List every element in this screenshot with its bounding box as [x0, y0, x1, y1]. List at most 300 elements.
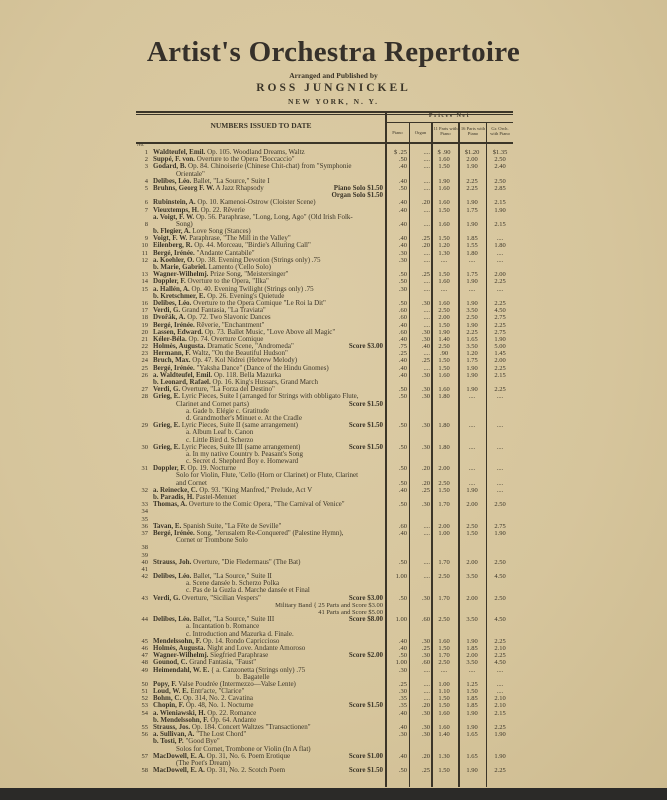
- composer-name: Chopin, F.: [153, 701, 185, 710]
- price-grand-orchestra: 1.80: [494, 242, 506, 250]
- work-title: Op. 74. Overture Comique: [188, 334, 264, 343]
- price-piano: .50: [398, 767, 407, 775]
- price-16-parts: 1.90: [466, 278, 478, 286]
- composer-name: MacDowell, E. A.: [153, 751, 205, 760]
- price-16-parts: 2.25: [466, 184, 478, 192]
- work-title: { a. Canzonetta (Strings only) .75: [210, 665, 306, 674]
- price-grand-orchestra: 2.40: [494, 163, 506, 171]
- composer-name: Verdi, G.: [153, 385, 181, 394]
- column-header-11-parts: 11 Parts with Piano: [433, 126, 458, 136]
- work-title: "Yaksha Dance" (Dance of the Hindu Gnomes): [196, 363, 329, 372]
- row-text: [153, 185, 264, 192]
- table-row: [136, 508, 513, 515]
- composer-name: Grieg, E.: [153, 442, 181, 451]
- row-number: 41: [141, 565, 148, 573]
- price-11-parts: 1.50: [438, 271, 450, 279]
- publisher-name: ROSS JUNGNICKEL: [256, 82, 411, 94]
- page-title: Artist's Orchestra Repertoire: [146, 36, 521, 68]
- work-title: Op. 10. Kamenoi-Ostrow (Cloister Scene): [197, 198, 316, 207]
- price-16-parts: 3.50: [466, 307, 478, 315]
- price-grand-orchestra: 1.45: [494, 350, 506, 358]
- composer-name: Grieg, E.: [153, 392, 181, 401]
- work-title: Overture, "La Forza del Destino": [181, 385, 275, 394]
- price-organ: ....: [423, 350, 430, 358]
- composer-name: a. Koehler, O.: [153, 255, 195, 264]
- work-title: Op. 22. Romance: [207, 708, 257, 717]
- price-piano: .50: [398, 501, 407, 509]
- price-organ: .30: [421, 386, 430, 394]
- composer-name: Waldteufel, Emil.: [153, 148, 206, 156]
- price-16-parts: 1.90: [466, 321, 478, 329]
- work-title: Ballet, "La Source," Suite I: [193, 176, 270, 185]
- military-band-price: 41 Parts and Score $5.00: [318, 609, 383, 616]
- price-grand-orchestra: 2.25: [494, 321, 506, 329]
- work-title: Op. 105. Woodland Dreams, Waltz: [207, 148, 305, 156]
- composer-name: MacDowell, E. A.: [153, 766, 205, 775]
- price-16-parts: 1.50: [466, 529, 478, 537]
- work-title: Siegfried Paraphrase: [210, 651, 269, 660]
- composer-name: b. Marie, Gabriel.: [153, 263, 207, 271]
- price-grand-orchestra: 2.25: [494, 364, 506, 372]
- row-number: 40: [141, 558, 148, 566]
- price-organ: ....: [423, 177, 430, 185]
- price-piano: .40: [398, 242, 407, 250]
- price-grand-orchestra: ....: [496, 393, 504, 401]
- price-piano: .60: [398, 314, 407, 322]
- table-row-continuation: [136, 537, 513, 544]
- price-11-parts: 2.00: [438, 314, 450, 322]
- price-11-parts: 2.50: [438, 479, 450, 487]
- price-16-parts: ....: [468, 256, 476, 264]
- row-number: 35: [141, 515, 148, 523]
- price-piano: .60: [398, 522, 407, 530]
- price-grand-orchestra: 4.50: [494, 307, 506, 315]
- score-price: Score $1.50: [348, 399, 383, 408]
- price-grand-orchestra: ....: [496, 680, 504, 688]
- work-title: Paraphrase, "The Mill in the Valley": [189, 234, 291, 243]
- price-organ: ....: [423, 666, 430, 674]
- price-16-parts: 3.50: [466, 616, 478, 624]
- row-number: 34: [141, 508, 148, 516]
- composer-name: Kéler-Béla.: [153, 334, 187, 343]
- price-16-parts: 2.00: [466, 501, 478, 509]
- price-16-parts: 1.90: [466, 299, 478, 307]
- price-grand-orchestra: ....: [496, 235, 504, 243]
- price-grand-orchestra: 2.25: [494, 386, 506, 394]
- table-row: [136, 559, 513, 566]
- price-11-parts: 2.50: [438, 659, 450, 667]
- price-16-parts: ....: [468, 393, 476, 401]
- number-column-label: No.: [137, 143, 145, 148]
- price-grand-orchestra: 2.85: [494, 184, 506, 192]
- row-number: 26: [141, 371, 148, 379]
- row-number: 33: [141, 501, 148, 509]
- row-number: 46: [141, 644, 148, 652]
- composer-name: Eilenberg, R.: [153, 241, 193, 250]
- price-grand-orchestra: 2.00: [494, 357, 506, 365]
- composer-name: b. Tosti, P.: [153, 737, 184, 746]
- column-header-grand-orchestra: Gr. Orch. with Piano: [490, 126, 510, 136]
- price-16-parts: 1.65: [466, 752, 478, 760]
- price-piano: .40: [398, 163, 407, 171]
- composer-name: Tavan, E.: [153, 521, 182, 530]
- row-text: [176, 537, 248, 544]
- price-grand-orchestra: ....: [496, 256, 504, 264]
- price-piano: .50: [398, 278, 407, 286]
- price-organ: ....: [423, 307, 430, 315]
- work-title: Ballet, "La Source," Suite II: [193, 572, 272, 581]
- work-title: Op. 44. Morceau, "Birdie's Alluring Call": [194, 241, 311, 250]
- work-title: Op. 47. Kol Nidrei (Hebrew Melody): [192, 356, 298, 365]
- price-piano: .40: [398, 486, 407, 494]
- composer-name: Verdi, G.: [153, 306, 181, 315]
- price-grand-orchestra: $1.35: [492, 149, 508, 156]
- table-row: [136, 501, 513, 508]
- price-piano: .30: [398, 285, 407, 293]
- price-11-parts: 1.50: [438, 644, 450, 652]
- price-16-parts: ....: [468, 479, 476, 487]
- price-11-parts: 2.50: [438, 307, 450, 315]
- row-number: 30: [141, 443, 148, 451]
- price-16-parts: 1.85: [466, 695, 478, 703]
- row-number: 43: [141, 594, 148, 602]
- row-number: 10: [141, 242, 148, 250]
- price-grand-orchestra: 1.90: [494, 206, 506, 214]
- price-16-parts: 1.90: [466, 486, 478, 494]
- price-organ: .60: [421, 659, 430, 667]
- price-11-parts: 1.80: [438, 422, 450, 430]
- price-11-parts: 2.50: [438, 573, 450, 581]
- price-11-parts: 1.60: [438, 156, 450, 164]
- price-grand-orchestra: 2.25: [494, 724, 506, 731]
- composer-name: Lassen, Edward.: [153, 327, 203, 336]
- price-piano: .40: [398, 752, 407, 760]
- price-16-parts: 1.85: [466, 644, 478, 652]
- price-16-parts: 2.00: [466, 156, 478, 164]
- price-organ: .25: [421, 644, 430, 652]
- table-row-continuation: [136, 602, 513, 609]
- price-grand-orchestra: 2.15: [494, 220, 506, 228]
- row-number: 3: [144, 163, 148, 171]
- score-price: Score $1.50: [348, 701, 383, 710]
- price-organ: .60: [421, 616, 430, 624]
- composer-name: Gounod, C.: [153, 658, 188, 667]
- price-piano: .30: [398, 256, 407, 264]
- price-11-parts: ....: [440, 666, 448, 674]
- row-number: 31: [141, 465, 148, 473]
- price-organ: .30: [421, 724, 430, 731]
- price-11-parts: 2.50: [438, 343, 450, 351]
- price-organ: .30: [421, 652, 430, 660]
- composer-name: Bergé, Irénée.: [153, 248, 195, 257]
- composer-name: a. Waldteufel, Emil.: [153, 370, 213, 379]
- row-number: 5: [144, 184, 148, 192]
- price-16-parts: 1.80: [466, 249, 478, 257]
- score-price: Piano Solo $1.50: [333, 183, 383, 192]
- composer-name: Doppler, F.: [153, 464, 186, 473]
- composer-name: Bergé, Irénée.: [153, 320, 195, 329]
- composer-name: b. Mendelssohn, F.: [153, 715, 209, 724]
- work-title: a. Scene dansée b. Scherzo Polka: [186, 579, 280, 588]
- price-11-parts: 1.60: [438, 220, 450, 228]
- price-grand-orchestra: ....: [496, 249, 504, 257]
- work-title: Orientale": [176, 169, 205, 178]
- price-piano: .50: [398, 652, 407, 660]
- composer-name: b. Leonard, Rafael.: [153, 378, 211, 386]
- row-text: [153, 667, 305, 674]
- price-16-parts: ....: [468, 465, 476, 473]
- price-piano: .30: [398, 731, 407, 739]
- price-grand-orchestra: 2.75: [494, 314, 506, 322]
- publisher-city: NEW YORK, N. Y.: [287, 97, 380, 106]
- score-price: Score $1.50: [348, 766, 383, 775]
- price-11-parts: 1.50: [438, 767, 450, 775]
- composer-name: Godard, B.: [153, 162, 187, 171]
- work-title: b. Bagatelle: [236, 672, 270, 681]
- row-number: 1: [144, 149, 148, 156]
- row-number: 21: [141, 335, 148, 343]
- price-16-parts: 1.90: [466, 371, 478, 379]
- work-title: Waltz, "On the Beautiful Hudson": [192, 349, 288, 358]
- work-title: Night and Love. Andante Amoroso: [207, 643, 306, 652]
- price-organ: ....: [423, 695, 430, 703]
- row-number: 6: [144, 199, 148, 207]
- work-title: Grand Fantasia, "La Traviata": [181, 306, 266, 315]
- price-grand-orchestra: 1.90: [494, 335, 506, 343]
- price-11-parts: 1.30: [438, 249, 450, 257]
- price-16-parts: 1.65: [466, 335, 478, 343]
- price-organ: ....: [423, 529, 430, 537]
- composer-name: Mendelssohn, F.: [153, 636, 202, 645]
- composer-name: Strauss, Jos.: [153, 723, 191, 731]
- row-number: 28: [141, 393, 148, 401]
- price-organ: ....: [423, 163, 430, 171]
- score-price: Organ Solo $1.50: [331, 191, 383, 200]
- composer-name: Dvořák, A.: [153, 313, 186, 322]
- price-11-parts: 1.70: [438, 594, 450, 602]
- price-organ: .30: [421, 422, 430, 430]
- price-16-parts: 1.90: [466, 709, 478, 717]
- price-11-parts: 1.50: [438, 206, 450, 214]
- price-16-parts: 1.85: [466, 235, 478, 243]
- row-number: 38: [141, 544, 148, 552]
- price-piano: .60: [398, 307, 407, 315]
- price-16-parts: 2.00: [466, 558, 478, 566]
- row-number: 58: [141, 767, 148, 775]
- work-title: Entr'acte, "Clarice": [190, 687, 245, 696]
- price-organ: .20: [421, 702, 430, 710]
- work-title: Overture, "Sicilian Vespers": [181, 593, 261, 602]
- composer-name: Thomas, A.: [153, 500, 188, 509]
- price-16-parts: 1.75: [466, 206, 478, 214]
- price-11-parts: 1.60: [438, 386, 450, 394]
- price-piano: .40: [398, 199, 407, 207]
- price-11-parts: 1.80: [438, 443, 450, 451]
- price-16-parts: 1.90: [466, 199, 478, 207]
- price-organ: ....: [423, 156, 430, 164]
- row-number: 2: [144, 156, 148, 164]
- composer-name: Bohm, C.: [153, 694, 182, 703]
- price-16-parts: 1.50: [466, 688, 478, 696]
- price-11-parts: 2.00: [438, 465, 450, 473]
- work-title: Valse Poudrée (Intermezzo—Valse Lente): [178, 679, 296, 688]
- price-11-parts: 1.60: [438, 299, 450, 307]
- price-11-parts: 1.60: [438, 709, 450, 717]
- work-title: Op. 84. Chinoiserie (Chinese Chit-chat) from "Symphonie: [188, 162, 352, 171]
- row-number: 19: [141, 321, 148, 329]
- price-piano: .40: [398, 637, 407, 645]
- price-organ: .40: [421, 343, 430, 351]
- price-piano: .50: [398, 594, 407, 602]
- work-title: Lyric Pieces, Suite III (same arrangement): [181, 442, 301, 451]
- price-11-parts: 1.40: [438, 335, 450, 343]
- price-11-parts: 1.50: [438, 486, 450, 494]
- row-number: 15: [141, 285, 148, 293]
- price-11-parts: 1.60: [438, 371, 450, 379]
- work-title: Love Song (Stances): [192, 227, 251, 236]
- price-grand-orchestra: 2.25: [494, 767, 506, 775]
- price-organ: ....: [423, 206, 430, 214]
- row-number: 16: [141, 299, 148, 307]
- work-title: Rêverie, "Enchantment": [196, 320, 265, 329]
- work-title: c. Introduction and Mazurka d. Finale.: [186, 629, 294, 638]
- price-organ: .20: [421, 465, 430, 473]
- price-11-parts: $ .90: [437, 149, 451, 156]
- price-piano: .30: [398, 666, 407, 674]
- price-grand-orchestra: 2.75: [494, 522, 506, 530]
- price-grand-orchestra: 2.75: [494, 328, 506, 336]
- price-16-parts: 1.90: [466, 163, 478, 171]
- price-piano: .50: [398, 558, 407, 566]
- work-title: Op. 38. Evening Devotion (Strings only) .75: [195, 255, 321, 264]
- work-title: Overture to the Comic Opera, "The Carnival of Venice": [188, 500, 345, 509]
- price-grand-orchestra: ....: [496, 285, 504, 293]
- price-grand-orchestra: 2.00: [494, 271, 506, 279]
- price-organ: .20: [421, 199, 430, 207]
- price-11-parts: 1.50: [438, 357, 450, 365]
- price-grand-orchestra: 2.15: [494, 199, 506, 207]
- work-title: A Jazz Rhapsody: [215, 183, 264, 192]
- work-title: Op. 31, No. 6. Poem Erotique: [206, 751, 291, 760]
- composer-name: Bruhns, Georg F. W.: [153, 183, 215, 192]
- price-piano: .40: [398, 709, 407, 717]
- price-grand-orchestra: 2.10: [494, 695, 506, 703]
- row-number: 13: [141, 271, 148, 279]
- row-text: [153, 501, 345, 508]
- work-title: Op. 16. King's Hussars, Grand March: [212, 378, 318, 386]
- composer-name: Doppler, F.: [153, 277, 186, 286]
- work-title: Op. 56. Paraphrase, "Long, Long, Ago" (Old Irish Folk-: [195, 212, 353, 221]
- price-grand-orchestra: ....: [496, 479, 504, 487]
- price-11-parts: ....: [440, 256, 448, 264]
- composer-name: Bruch, Max.: [153, 356, 191, 365]
- composer-name: a. Wieniawski, H.: [153, 708, 206, 717]
- price-16-parts: 1.75: [466, 271, 478, 279]
- row-text: [153, 595, 261, 602]
- price-piano: .50: [398, 479, 407, 487]
- row-number: 50: [141, 680, 148, 688]
- row-number: 4: [144, 177, 148, 185]
- price-piano: .40: [398, 364, 407, 372]
- price-organ: ....: [423, 149, 430, 156]
- row-number: 17: [141, 307, 148, 315]
- price-organ: .30: [421, 731, 430, 739]
- price-grand-orchestra: ....: [496, 443, 504, 451]
- work-title: d. Grandmother's Minuet e. At the Cradle: [186, 413, 302, 422]
- price-piano: .50: [398, 271, 407, 279]
- composer-name: Rubinstein, A.: [153, 198, 196, 207]
- price-16-parts: ....: [468, 285, 476, 293]
- row-number: 11: [141, 249, 148, 257]
- row-number: 57: [141, 752, 148, 760]
- price-grand-orchestra: 4.50: [494, 659, 506, 667]
- price-grand-orchestra: 2.25: [494, 637, 506, 645]
- price-grand-orchestra: ....: [496, 465, 504, 473]
- header-rule: [136, 142, 513, 144]
- row-number: 56: [141, 731, 148, 739]
- price-organ: .30: [421, 637, 430, 645]
- composer-name: Bergé, Irénée.: [153, 363, 195, 372]
- price-11-parts: 1.00: [438, 529, 450, 537]
- price-piano: 1.00: [395, 659, 407, 667]
- row-number: 45: [141, 637, 148, 645]
- work-title: Solo for Violin, Flute, 'Cello (Horn or Clarinet) or Flute, Clarinet: [176, 471, 359, 480]
- price-piano: .50: [398, 393, 407, 401]
- column-header-16-parts: 16 Parts with Piano: [460, 126, 486, 136]
- price-11-parts: 2.50: [438, 616, 450, 624]
- composer-name: Delibes, Léo.: [153, 615, 192, 624]
- row-number: 47: [141, 652, 148, 660]
- price-piano: .50: [398, 184, 407, 192]
- price-11-parts: 1.50: [438, 321, 450, 329]
- work-title: Op. 48, No. 1. Nocturne: [185, 701, 254, 710]
- price-16-parts: 1.90: [466, 220, 478, 228]
- price-11-parts: 1.70: [438, 501, 450, 509]
- price-16-parts: 1.65: [466, 731, 478, 739]
- price-grand-orchestra: 2.50: [494, 177, 506, 185]
- price-16-parts: 2.00: [466, 652, 478, 660]
- price-16-parts: 1.75: [466, 357, 478, 365]
- price-16-parts: 2.50: [466, 522, 478, 530]
- composer-name: Popy, F.: [153, 679, 177, 688]
- work-title: c. Pas de la Guzla d. Marche dansée et Final: [186, 586, 310, 595]
- composer-name: a. Sullivan, A.: [153, 730, 195, 739]
- price-11-parts: 1.60: [438, 724, 450, 731]
- price-16-parts: 3.50: [466, 343, 478, 351]
- price-organ: .30: [421, 335, 430, 343]
- price-16-parts: 1.55: [466, 242, 478, 250]
- price-11-parts: 1.60: [438, 278, 450, 286]
- price-11-parts: 1.20: [438, 242, 450, 250]
- price-piano: .25: [398, 680, 407, 688]
- price-16-parts: 3.50: [466, 573, 478, 581]
- composer-name: b. Paradis, H.: [153, 493, 195, 501]
- work-title: Overture to the Opera Comique "Le Roi la Dit": [193, 298, 326, 307]
- price-piano: .40: [398, 371, 407, 379]
- work-title: Op. 26. Evening's Quietude: [207, 291, 285, 300]
- price-organ: ....: [423, 573, 430, 581]
- price-16-parts: 1.90: [466, 386, 478, 394]
- work-title: Prize Song, "Meistersinger": [210, 270, 289, 279]
- score-price: Score $3.00: [348, 342, 383, 351]
- price-11-parts: 1.50: [438, 702, 450, 710]
- row-number: 37: [141, 529, 148, 537]
- price-piano: .30: [398, 249, 407, 257]
- price-organ: .30: [421, 328, 430, 336]
- price-piano: .75: [398, 343, 407, 351]
- row-number: 9: [144, 235, 148, 243]
- row-number: 23: [141, 350, 148, 358]
